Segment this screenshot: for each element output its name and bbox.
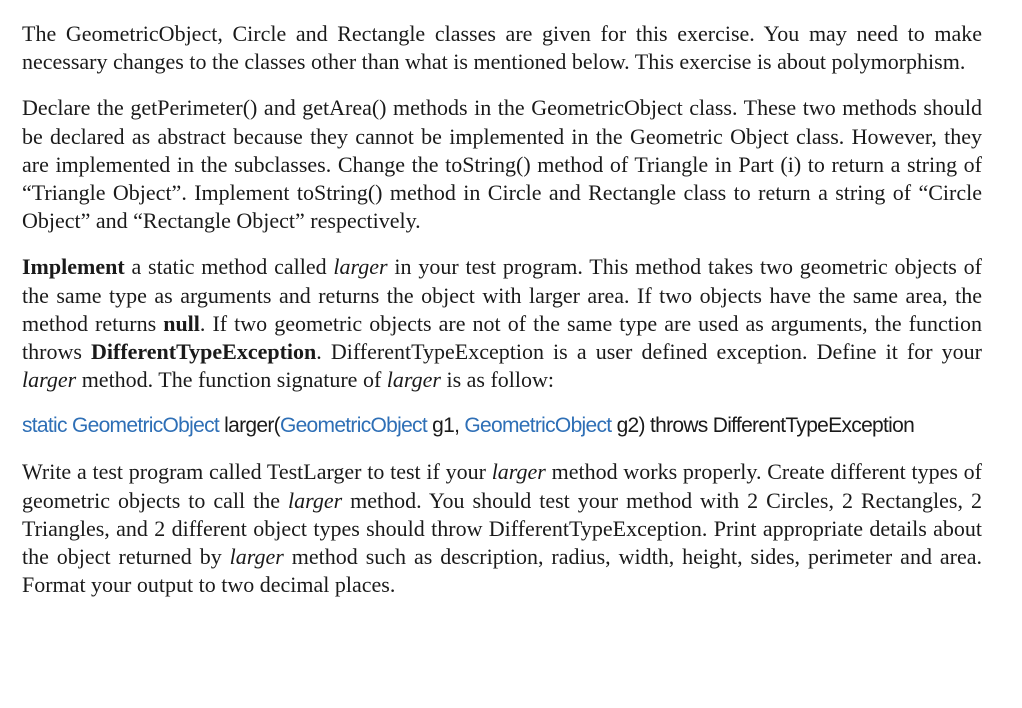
text-span: . DifferentTypeException is a user defined exception. Define it for your: [316, 339, 983, 365]
larger-term: larger: [491, 459, 546, 485]
larger-term: larger: [22, 367, 77, 393]
exception-keyword: DifferentTypeException: [91, 339, 317, 365]
intro-paragraph: The GeometricObject, Circle and Rectangle classes are given for this exercise. You may need to make necessary changes to the classes other than what is mentioned below. This exercise is about polymorphism.: [22, 21, 982, 75]
abstract-methods-paragraph: Declare the getPerimeter() and getArea() methods in the GeometricObject class. These two methods should be declared as abstract because they cannot be implemented in the Geometric Object class. However, they are implemented in the subclasses. Change the toString() method of Triangle in Part (i) to return a string of “Triangle Object”. Implement toString() method in Circle and Rectangle class to return a string of “Circle Object” and “Rectangle Object” respectively.: [22, 95, 982, 234]
return-type: GeometricObject: [71, 414, 220, 438]
text-span: method. The function signature of: [76, 367, 387, 393]
text-span: is as follow:: [440, 367, 555, 393]
implement-keyword: Implement: [22, 254, 125, 280]
larger-method-paragraph: [22, 253, 982, 394]
exercise-document: [22, 20, 982, 599]
text-span: in your test program. This method takes two geometric objects of the same type as arguments and returns the object with larger area. If two objects have the same area, the method returns: [22, 254, 983, 336]
null-keyword: null: [163, 310, 200, 336]
method-name: larger(: [219, 414, 280, 438]
text-span: method. You should test your method with 2 Circles, 2 Rectangles, 2 Triangles, and 2 different object types should throw DifferentTypeException. Print appropriate details about the object returned by: [22, 487, 982, 570]
text-span: method such as description, radius, width, height, sides, perimeter and area. Format your output to two decimal places.: [22, 544, 982, 598]
text-span: Write a test program called TestLarger to test if your: [22, 459, 492, 485]
larger-term: larger: [288, 487, 343, 513]
larger-term: larger: [333, 254, 388, 280]
param-name: g1,: [427, 414, 465, 438]
text-span: method works properly. Create different types of geometric objects to call the: [22, 459, 983, 513]
method-signature: [22, 412, 982, 440]
larger-term: larger: [386, 367, 441, 393]
static-keyword: static: [22, 414, 72, 438]
text-span: . If two geometric objects are not of the same type are used as arguments, the function throws: [22, 310, 982, 365]
param-type: GeometricObject: [279, 414, 427, 438]
text-span: a static method called: [124, 254, 334, 280]
larger-term: larger: [229, 544, 284, 570]
param-name-throws: g2) throws DifferentTypeException: [611, 414, 915, 438]
test-program-paragraph: [22, 458, 982, 599]
param-type: GeometricObject: [464, 414, 612, 438]
